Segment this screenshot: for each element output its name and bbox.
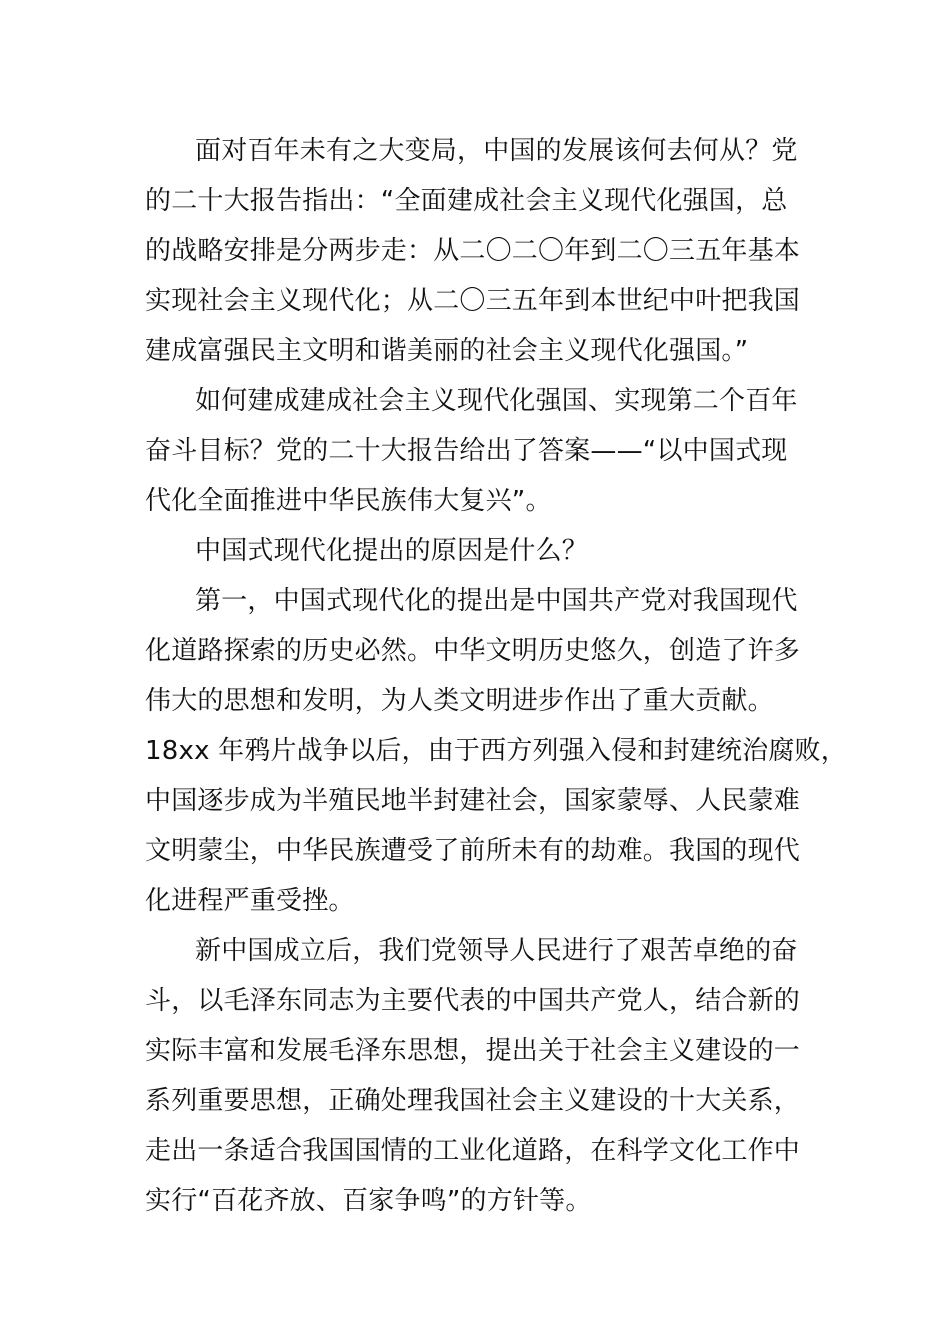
- paragraph-3-question: [145, 526, 810, 576]
- text-line: 18xx 年鸦片战争以后，由于西方列强入侵和封建统治腐败，: [145, 736, 847, 766]
- text-line: 中国式现代化提出的原因是什么？: [195, 536, 589, 566]
- text-line: 新中国成立后，我们党领导人民进行了艰苦卓绝的奋: [195, 936, 798, 966]
- text-line: 的二十大报告指出：“全面建成社会主义现代化强国，总: [145, 186, 788, 216]
- text-line: 如何建成建成社会主义现代化强国、实现第二个百年: [195, 386, 798, 416]
- text-line: 系列重要思想，正确处理我国社会主义建设的十大关系，: [145, 1086, 801, 1116]
- paragraph-1: [145, 126, 810, 376]
- text-line: 面对百年未有之大变局，中国的发展该何去何从？党: [195, 136, 798, 166]
- text-line: 伟大的思想和发明，为人类文明进步作出了重大贡献。: [145, 686, 774, 716]
- paragraph-2: [145, 376, 810, 526]
- text-line: 代化全面推进中华民族伟大复兴”。: [145, 486, 552, 516]
- paragraph-5: [145, 926, 810, 1226]
- text-line: 的战略安排是分两步走：从二〇二〇年到二〇三五年基本: [145, 236, 801, 266]
- text-line: 化进程严重受挫。: [145, 886, 355, 916]
- text-line: 文明蒙尘，中华民族遭受了前所未有的劫难。我国的现代: [145, 836, 801, 866]
- text-line: 建成富强民主文明和谐美丽的社会主义现代化强国。”: [145, 336, 749, 366]
- text-line: 走出一条适合我国国情的工业化道路，在科学文化工作中: [145, 1136, 801, 1166]
- text-line: 中国逐步成为半殖民地半封建社会，国家蒙辱、人民蒙难: [145, 786, 801, 816]
- text-line: 第一，中国式现代化的提出是中国共产党对我国现代: [195, 586, 798, 616]
- document-body: [145, 126, 847, 1226]
- text-line: 化道路探索的历史必然。中华文明历史悠久，创造了许多: [145, 636, 801, 666]
- text-line: 实际丰富和发展毛泽东思想，提出关于社会主义建设的一: [145, 1036, 801, 1066]
- text-line: 实现社会主义现代化；从二〇三五年到本世纪中叶把我国: [145, 286, 801, 316]
- text-line: 实行“百花齐放、百家争鸣”的方针等。: [145, 1186, 592, 1216]
- paragraph-4: [145, 576, 847, 926]
- text-line: 奋斗目标？党的二十大报告给出了答案——“以中国式现: [145, 436, 788, 466]
- text-line: 斗，以毛泽东同志为主要代表的中国共产党人，结合新的: [145, 986, 801, 1016]
